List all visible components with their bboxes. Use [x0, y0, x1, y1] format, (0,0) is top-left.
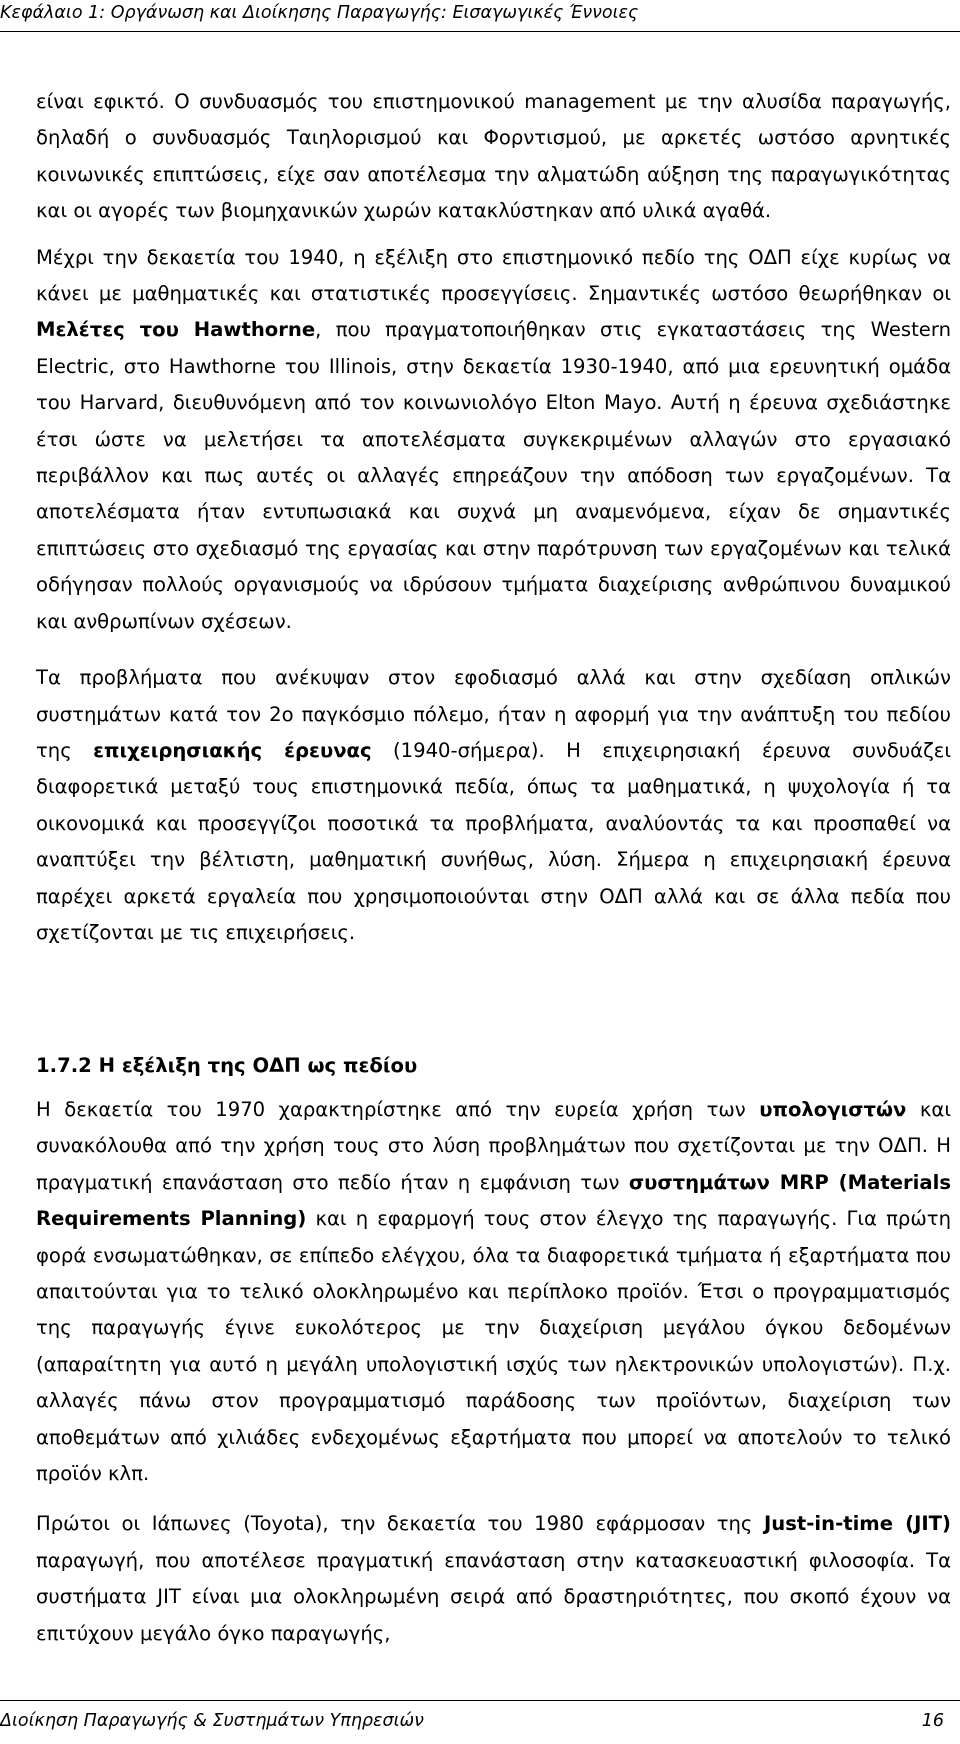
paragraph-2-text-b: , που πραγματοποιήθηκαν στις εγκαταστάσεις της Western Electric, στο Hawthorne του Illinois, στην δεκαετία 1930-1940, από μια ερευνητική ομάδα του Harvard, διευθυνόμενη από τον κοινωνιολόγο Elton Mayo. Αυτή η έρευνα σχεδιάστηκε έτσι ώστε να μελετήσει τα αποτελέσματα συγκεκριμένων αλλαγών στο εργασιακό περιβάλλον και πως αυτές οι αλλαγές επηρεάζουν την απόδοση των εργαζομένων. Τα αποτελέσματα ήταν εντυπωσιακά και συχνά μη αναμενόμενα, είχαν δε σημαντικές επιπτώσεις στο σχεδιασμό της εργασίας και στην παρότρυνση των εργαζομένων και τελικά οδήγησαν πολλούς οργανισμούς να ιδρύσουν τμήματα διαχείρισης ανθρώπινου δυναμικού και ανθρωπίνων σχέσεων. [36, 318, 951, 633]
paragraph-5-bold-jit: Just-in-time (JIT) [764, 1512, 951, 1536]
paragraph-1 [36, 84, 951, 230]
paragraph-4 [36, 1092, 951, 1492]
paragraph-5 [36, 1506, 951, 1652]
paragraph-2-bold-hawthorne: Μελέτες του Hawthorne [36, 318, 316, 342]
paragraph-4-text-a: Η δεκαετία του 1970 χαρακτηρίστηκε από την ευρεία χρήση των [36, 1098, 760, 1121]
paragraph-4-bold-computers: υπολογιστών [759, 1098, 907, 1121]
paragraph-5-text-a: Πρώτοι οι Ιάπωνες (Toyota), την δεκαετία του 1980 εφάρμοσαν της [36, 1512, 764, 1536]
body-section-2 [36, 1092, 951, 1652]
page-number: 16 [921, 1711, 944, 1731]
paragraph-4-text-b: και συνακόλουθα από την χρήση τους στο λύση προβλημάτων που σχετίζονται με την ΟΔΠ. Η πραγματική επανάσταση στο πεδίο ήταν η εμφάνιση των [36, 1098, 951, 1194]
header-divider [0, 31, 960, 32]
paragraph-3-text-b: (1940-σήμερα). Η επιχειρησιακή έρευνα συνδυάζει διαφορετικά μεταξύ τους επιστημονικά πεδία, όπως τα μαθηματικά, η ψυχολογία ή τα οικονομικά και προσεγγίζοι ποσοτικά τα προβλήματα, αναλύοντάς τα και προσπαθεί να αναπτύξει την βέλτιστη, μαθηματική συνήθως, λύση. Σήμερα η επιχειρησιακή έρευνα παρέχει αρκετά εργαλεία που χρησιμοποιούνται στην ΟΔΠ αλλά και σε άλλα πεδία που σχετίζονται με τις επιχειρήσεις. [36, 738, 951, 944]
footer-divider [0, 1700, 960, 1701]
paragraph-4-text-c: και η εφαρμογή τους στον έλεγχο της παραγωγής. Για πρώτη φορά ενσωματώθηκαν, σε επίπεδο ελέγχου, όλα τα διαφορετικά τμήματα ή εξαρτήματα που απαιτούνται για το τελικό ολοκληρωμένο και περίπλοκο προϊόν. Έτσι ο προγραμματισμός της παραγωγής έγινε ευκολότερος με την διαχείριση μεγάλου όγκου δεδομένων (απαραίτητη για αυτό η μεγάλη υπολογιστική ισχύς των ηλεκτρονικών υπολογιστών). Π.χ. αλλαγές πάνω στον προγραμματισμό παράδοσης των προϊόντων, διαχείριση των αποθεμάτων από χιλιάδες ενδεχομένως εξαρτήματα που μπορεί να αποτελούν το τελικό προϊόν κλπ. [36, 1207, 951, 1486]
paragraph-4-bold-mrp: συστημάτων MRP (Materials Requirements Planning) [36, 1170, 951, 1231]
header-title: Κεφάλαιο 1: Οργάνωση και Διοίκησης Παραγωγής: Εισαγωγικές Έννοιες [0, 3, 639, 23]
paragraph-1-text: είναι εφικτό. Ο συνδυασμός του επιστημονικού management με την αλυσίδα παραγωγής, δηλαδή ο συνδυασμός Ταιηλορισμού και Φορντισμού, με αρκετές ωστόσο αρνητικές κοινωνικές επιπτώσεις, είχε σαν αποτέλεσμα την αλματώδη αύξηση της παραγωγικότητας και οι αγορές των βιομηχανικών χωρών κατακλύστηκαν από υλικά αγαθά. [36, 90, 951, 223]
footer-title: Διοίκηση Παραγωγής & Συστημάτων Υπηρεσιών [0, 1711, 424, 1731]
body-section-1 [36, 84, 951, 951]
paragraph-3-bold-operational-research: επιχειρησιακής έρευνας [93, 738, 372, 762]
paragraph-5-text-b: παραγωγή, που αποτέλεσε πραγματική επανάσταση στην κατασκευαστική φιλοσοφία. Τα συστήματα JIT είναι μια ολοκληρωμένη σειρά από δραστηριότητες, που σκοπό έχουν να επιτύχουν μεγάλο όγκο παραγωγής, [36, 1548, 951, 1645]
paragraph-2 [36, 240, 951, 640]
paragraph-2-text-a: Μέχρι την δεκαετία του 1940, η εξέλιξη στο επιστημονικό πεδίο της ΟΔΠ είχε κυρίως να κάνει με μαθηματικές και στατιστικές προσεγγίσεις. Σημαντικές ωστόσο θεωρήθηκαν οι [36, 245, 951, 306]
paragraph-3-text-a: Τα προβλήματα που ανέκυψαν στον εφοδιασμό αλλά και στην σχεδίαση οπλικών συστημάτων κατά τον 2ο παγκόσμιο πόλεμο, ήταν η αφορμή για την ανάπτυξη του πεδίου της [36, 666, 951, 762]
section-heading: 1.7.2 Η εξέλιξη της ΟΔΠ ως πεδίου [36, 1054, 418, 1077]
page-footer [0, 1709, 960, 1739]
paragraph-3 [36, 660, 951, 951]
